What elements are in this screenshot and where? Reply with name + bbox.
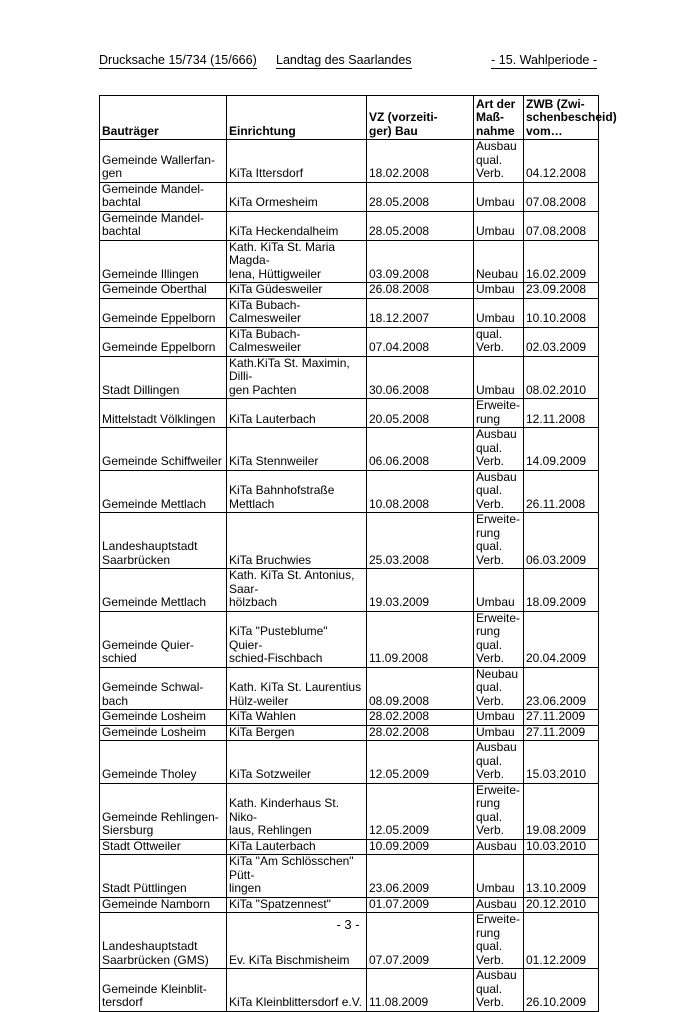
cell-zwb-date: 18.09.2009 <box>524 569 599 612</box>
cell-einrichtung: KiTa Güdesweiler <box>227 283 367 299</box>
cell-einrichtung: KiTa Stennweiler <box>227 428 367 471</box>
cell-einrichtung: KiTa Kleinblittersdorf e.V. <box>227 969 367 1012</box>
cell-art-massnahme: Ausbau qual. Verb. <box>474 741 524 784</box>
kita-table <box>99 95 617 1012</box>
cell-zwb-date: 16.02.2009 <box>524 240 599 283</box>
cell-vz-date: 12.05.2009 <box>367 741 474 784</box>
table-row <box>100 211 599 240</box>
cell-zwb-date: 27.11.2009 <box>524 725 599 741</box>
table-row <box>100 897 599 913</box>
cell-zwb-date: 27.11.2009 <box>524 710 599 726</box>
cell-zwb-date: 01.12.2009 <box>524 913 599 969</box>
cell-art-massnahme: Umbau <box>474 710 524 726</box>
cell-vz-date: 23.06.2009 <box>367 855 474 898</box>
cell-einrichtung: Kath. KiTa St. Laurentius Hülz-weiler <box>227 667 367 710</box>
cell-zwb-date: 26.11.2008 <box>524 470 599 513</box>
cell-einrichtung: KiTa Wahlen <box>227 710 367 726</box>
table-row <box>100 969 599 1012</box>
cell-einrichtung: KiTa Heckendalheim <box>227 211 367 240</box>
cell-art-massnahme: Erweite- rung <box>474 399 524 428</box>
cell-bautraeger: Gemeinde Mettlach <box>100 470 227 513</box>
cell-zwb-date: 07.08.2008 <box>524 182 599 211</box>
cell-bautraeger: Gemeinde Mandel- bachtal <box>100 211 227 240</box>
cell-vz-date: 28.05.2008 <box>367 182 474 211</box>
cell-bautraeger: Gemeinde Namborn <box>100 897 227 913</box>
table-row <box>100 667 599 710</box>
cell-vz-date: 10.09.2009 <box>367 839 474 855</box>
cell-bautraeger: Gemeinde Eppelborn <box>100 298 227 327</box>
cell-bautraeger: Gemeinde Wallerfan- gen <box>100 140 227 183</box>
cell-einrichtung: Ev. KiTa Bischmisheim <box>227 913 367 969</box>
cell-bautraeger: Gemeinde Quier- schied <box>100 611 227 667</box>
cell-zwb-date: 08.02.2010 <box>524 356 599 399</box>
cell-vz-date: 08.09.2008 <box>367 667 474 710</box>
cell-bautraeger: Gemeinde Schiffweiler <box>100 428 227 471</box>
cell-art-massnahme: Ausbau qual. Verb. <box>474 969 524 1012</box>
cell-art-massnahme: Erweite- rung qual. Verb. <box>474 611 524 667</box>
cell-vz-date: 06.06.2008 <box>367 428 474 471</box>
cell-art-massnahme: Umbau <box>474 356 524 399</box>
table-row <box>100 741 599 784</box>
cell-vz-date: 12.05.2009 <box>367 783 474 839</box>
cell-bautraeger: Stadt Püttlingen <box>100 855 227 898</box>
table-row <box>100 855 599 898</box>
table-row <box>100 470 599 513</box>
table-row <box>100 298 599 327</box>
cell-bautraeger: Gemeinde Eppelborn <box>100 327 227 356</box>
cell-art-massnahme: Ausbau <box>474 897 524 913</box>
cell-art-massnahme: Ausbau qual. Verb. <box>474 140 524 183</box>
cell-art-massnahme: Umbau <box>474 855 524 898</box>
cell-einrichtung: KiTa "Pusteblume" Quier- schied-Fischbach <box>227 611 367 667</box>
cell-einrichtung: KiTa Sotzweiler <box>227 741 367 784</box>
cell-bautraeger: Gemeinde Oberthal <box>100 283 227 299</box>
cell-einrichtung: KiTa Bubach-Calmesweiler <box>227 327 367 356</box>
cell-einrichtung: KiTa Ittersdorf <box>227 140 367 183</box>
table-row <box>100 399 599 428</box>
cell-art-massnahme: Erweite- rung qual. Verb. <box>474 783 524 839</box>
cell-vz-date: 18.12.2007 <box>367 298 474 327</box>
header-document-number: Drucksache 15/734 (15/666) <box>99 53 257 67</box>
cell-art-massnahme: Umbau <box>474 182 524 211</box>
cell-zwb-date: 13.10.2009 <box>524 855 599 898</box>
cell-vz-date: 07.04.2008 <box>367 327 474 356</box>
cell-art-massnahme: Umbau <box>474 569 524 612</box>
cell-bautraeger: Stadt Dillingen <box>100 356 227 399</box>
table-row <box>100 182 599 211</box>
cell-einrichtung: KiTa Lauterbach <box>227 399 367 428</box>
table-row <box>100 428 599 471</box>
cell-einrichtung: KiTa Ormesheim <box>227 182 367 211</box>
cell-zwb-date: 26.10.2009 <box>524 969 599 1012</box>
cell-bautraeger: Stadt Ottweiler <box>100 839 227 855</box>
cell-bautraeger: Landeshauptstadt Saarbrücken (GMS) <box>100 913 227 969</box>
cell-vz-date: 10.08.2008 <box>367 470 474 513</box>
cell-zwb-date: 20.04.2009 <box>524 611 599 667</box>
cell-zwb-date: 15.03.2010 <box>524 741 599 784</box>
table-row <box>100 710 599 726</box>
cell-art-massnahme: Ausbau qual. Verb. <box>474 428 524 471</box>
column-header-bautraeger: Bauträger <box>100 96 227 140</box>
cell-vz-date: 18.02.2008 <box>367 140 474 183</box>
cell-vz-date: 03.09.2008 <box>367 240 474 283</box>
cell-zwb-date: 02.03.2009 <box>524 327 599 356</box>
cell-vz-date: 19.03.2009 <box>367 569 474 612</box>
table-row <box>100 569 599 612</box>
cell-vz-date: 28.05.2008 <box>367 211 474 240</box>
cell-bautraeger: Gemeinde Mandel- bachtal <box>100 182 227 211</box>
cell-einrichtung: KiTa Bahnhofstraße Mettlach <box>227 470 367 513</box>
cell-art-massnahme: Neubau qual. Verb. <box>474 667 524 710</box>
cell-vz-date: 25.03.2008 <box>367 513 474 569</box>
cell-vz-date: 20.05.2008 <box>367 399 474 428</box>
cell-bautraeger: Gemeinde Tholey <box>100 741 227 784</box>
cell-art-massnahme: Ausbau <box>474 839 524 855</box>
cell-vz-date: 26.08.2008 <box>367 283 474 299</box>
table-row <box>100 783 599 839</box>
cell-bautraeger: Gemeinde Losheim <box>100 710 227 726</box>
cell-vz-date: 07.07.2009 <box>367 913 474 969</box>
cell-zwb-date: 20.12.2010 <box>524 897 599 913</box>
cell-zwb-date: 10.03.2010 <box>524 839 599 855</box>
table-row <box>100 240 599 283</box>
table-row <box>100 513 599 569</box>
cell-einrichtung: KiTa Lauterbach <box>227 839 367 855</box>
cell-einrichtung: Kath. Kinderhaus St. Niko- laus, Rehlingen <box>227 783 367 839</box>
table-row <box>100 356 599 399</box>
cell-zwb-date: 23.09.2008 <box>524 283 599 299</box>
cell-einrichtung: KiTa "Spatzennest" <box>227 897 367 913</box>
column-header-zwb: ZWB (Zwi- schenbescheid) vom… <box>524 96 599 140</box>
cell-zwb-date: 07.08.2008 <box>524 211 599 240</box>
table-row <box>100 140 599 183</box>
cell-vz-date: 11.08.2009 <box>367 969 474 1012</box>
table-row <box>100 839 599 855</box>
cell-bautraeger: Gemeinde Losheim <box>100 725 227 741</box>
cell-bautraeger: Gemeinde Kleinblit- tersdorf <box>100 969 227 1012</box>
cell-bautraeger: Mittelstadt Völklingen <box>100 399 227 428</box>
table-row <box>100 725 599 741</box>
cell-bautraeger: Landeshauptstadt Saarbrücken <box>100 513 227 569</box>
cell-einrichtung: KiTa Bruchwies <box>227 513 367 569</box>
cell-zwb-date: 04.12.2008 <box>524 140 599 183</box>
cell-art-massnahme: Erweite- rung qual. Verb. <box>474 513 524 569</box>
header-parliament: Landtag des Saarlandes <box>276 53 412 67</box>
header-legislative-period: - 15. Wahlperiode - <box>491 53 597 67</box>
cell-bautraeger: Gemeinde Mettlach <box>100 569 227 612</box>
table-row <box>100 283 599 299</box>
cell-art-massnahme: Erweite- rung qual. Verb. <box>474 913 524 969</box>
cell-vz-date: 01.07.2009 <box>367 897 474 913</box>
cell-vz-date: 28.02.2008 <box>367 710 474 726</box>
cell-art-massnahme: Umbau <box>474 725 524 741</box>
cell-zwb-date: 06.03.2009 <box>524 513 599 569</box>
column-header-einrichtung: Einrichtung <box>227 96 367 140</box>
cell-bautraeger: Gemeinde Rehlingen- Siersburg <box>100 783 227 839</box>
cell-einrichtung: Kath. KiTa St. Antonius, Saar- hölzbach <box>227 569 367 612</box>
cell-zwb-date: 12.11.2008 <box>524 399 599 428</box>
cell-zwb-date: 10.10.2008 <box>524 298 599 327</box>
cell-einrichtung: KiTa Bergen <box>227 725 367 741</box>
table-header-row <box>100 96 599 140</box>
column-header-art: Art der Maß- nahme <box>474 96 524 140</box>
page-number: - 3 - <box>336 917 360 932</box>
cell-art-massnahme: qual. Verb. <box>474 327 524 356</box>
cell-art-massnahme: Umbau <box>474 283 524 299</box>
cell-bautraeger: Gemeinde Illingen <box>100 240 227 283</box>
cell-einrichtung: KiTa Bubach-Calmesweiler <box>227 298 367 327</box>
cell-einrichtung: Kath.KiTa St. Maximin, Dilli- gen Pachten <box>227 356 367 399</box>
cell-art-massnahme: Neubau <box>474 240 524 283</box>
page-header <box>99 53 599 69</box>
cell-bautraeger: Gemeinde Schwal- bach <box>100 667 227 710</box>
cell-einrichtung: Kath. KiTa St. Maria Magda- lena, Hüttigweiler <box>227 240 367 283</box>
table-body <box>100 140 599 1012</box>
cell-art-massnahme: Umbau <box>474 211 524 240</box>
cell-zwb-date: 14.09.2009 <box>524 428 599 471</box>
table-row <box>100 611 599 667</box>
cell-art-massnahme: Ausbau qual. Verb. <box>474 470 524 513</box>
table-row <box>100 327 599 356</box>
cell-vz-date: 28.02.2008 <box>367 725 474 741</box>
cell-einrichtung: KiTa "Am Schlösschen" Pütt- lingen <box>227 855 367 898</box>
cell-zwb-date: 19.08.2009 <box>524 783 599 839</box>
cell-vz-date: 11.09.2008 <box>367 611 474 667</box>
cell-vz-date: 30.06.2008 <box>367 356 474 399</box>
cell-art-massnahme: Umbau <box>474 298 524 327</box>
column-header-vz: VZ (vorzeiti- ger) Bau <box>367 96 474 140</box>
cell-zwb-date: 23.06.2009 <box>524 667 599 710</box>
